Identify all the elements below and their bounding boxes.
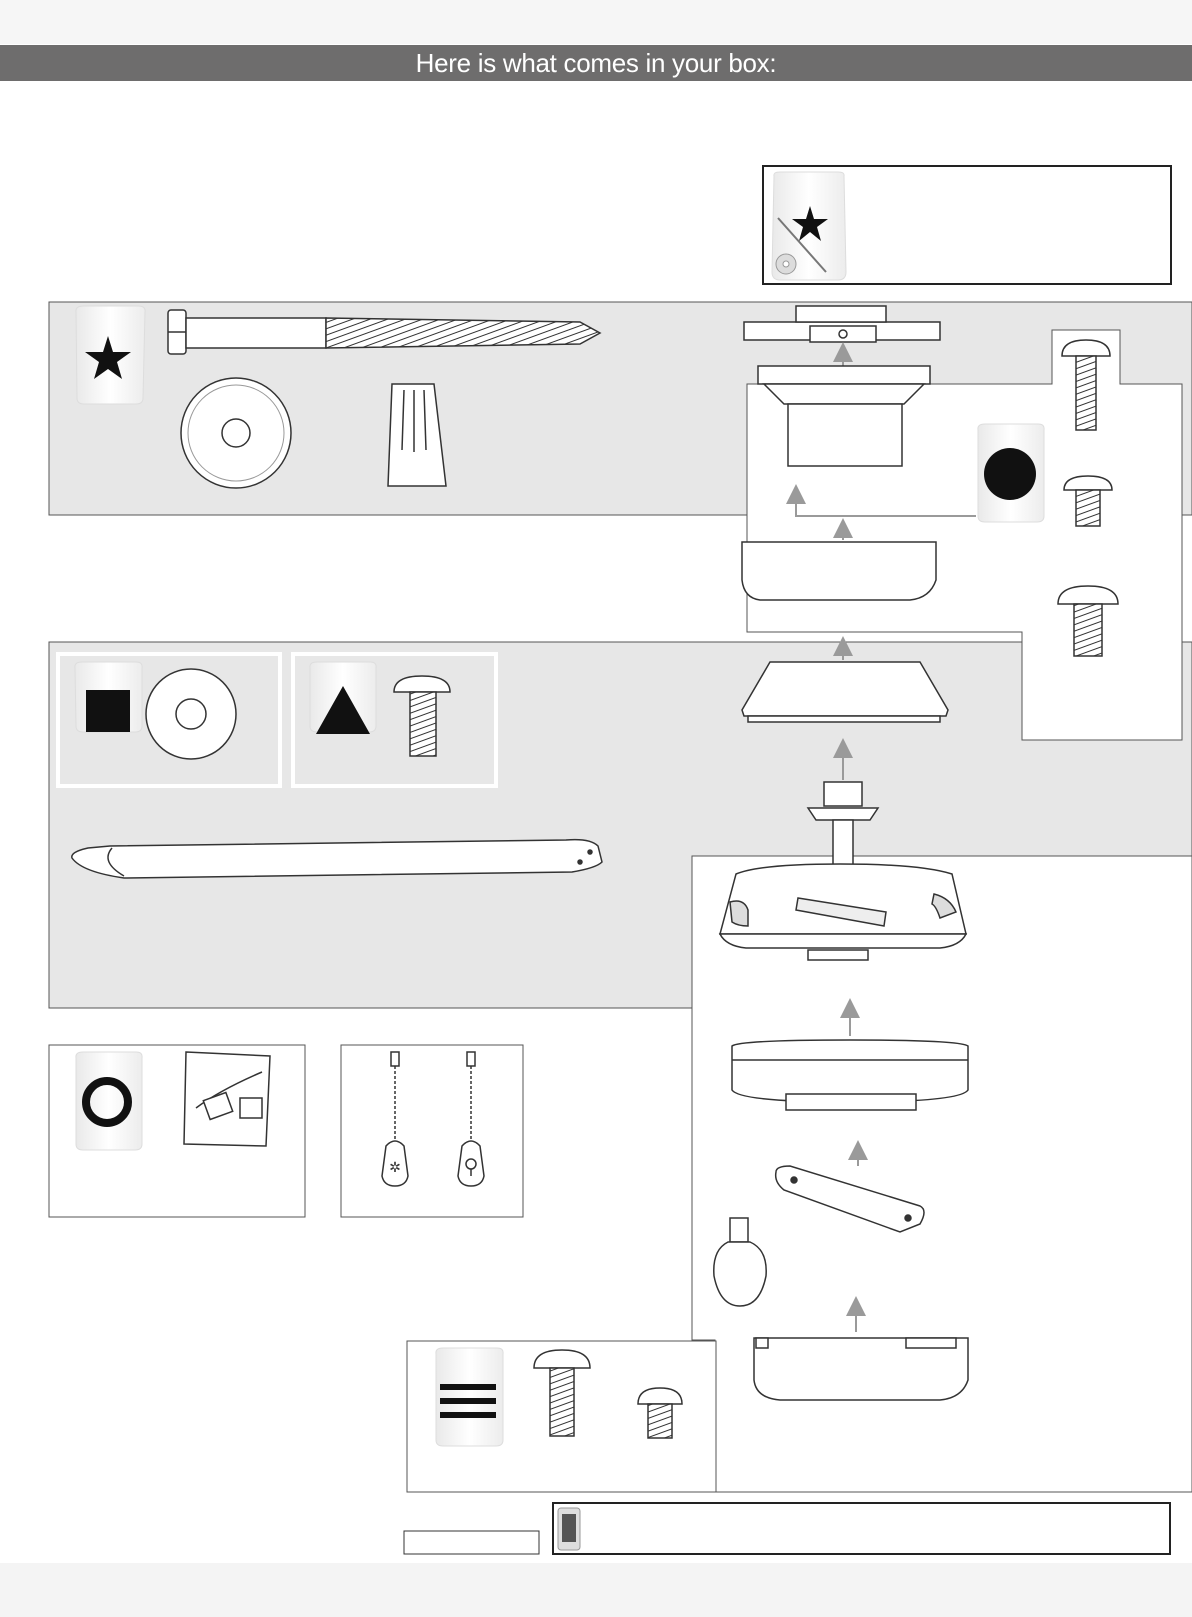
canopy-skirt [742,662,948,722]
bag-star-small [772,172,846,280]
remote-box [553,1503,1170,1554]
washer [181,378,291,488]
bag-triangle [310,662,376,734]
bottom-band [0,1563,1192,1617]
bag-circle [978,424,1044,522]
bag-square [75,662,142,732]
balancing-kit-bag [184,1052,270,1146]
pull-chain-box [341,1045,523,1217]
blade-washer [146,669,236,759]
fan-blade [72,840,602,878]
bag-lines [436,1348,503,1446]
page-header: Here is what comes in your box: [0,45,1192,81]
svg-text:✲: ✲ [389,1159,401,1175]
canopy-cover [742,542,936,600]
triple-bar-icon [440,1384,496,1418]
filled-circle-icon [984,448,1036,500]
label-box [404,1531,539,1554]
switch-housing [732,1040,968,1110]
bag-ring [76,1052,142,1150]
square-icon [86,690,130,732]
light-glass-shade [754,1338,968,1400]
bag-star [76,306,145,404]
phone-icon [558,1508,580,1550]
motor-housing [720,864,966,960]
